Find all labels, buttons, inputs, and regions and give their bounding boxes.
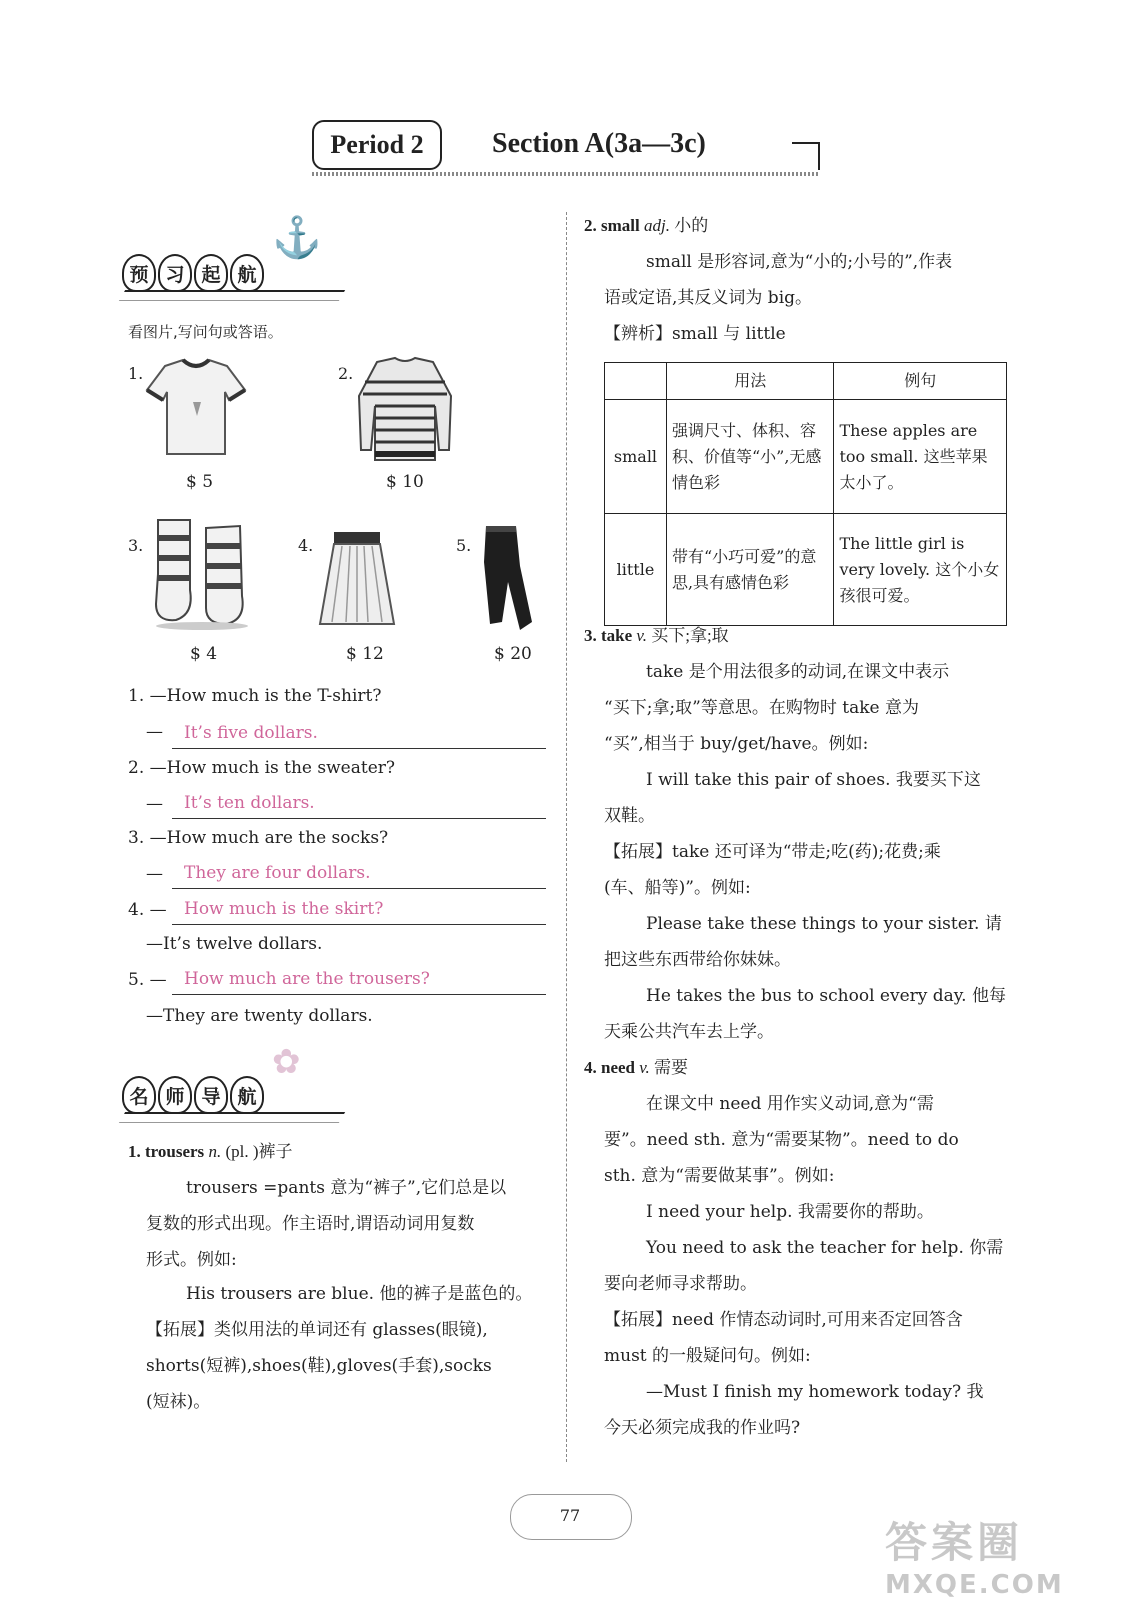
header-corner-decoration bbox=[792, 142, 820, 170]
small-little-table bbox=[604, 362, 1007, 626]
note-example: Please take these things to your sister. 请 bbox=[646, 914, 1002, 934]
note-example: I will take this pair of shoes. 我要买下这 bbox=[646, 770, 981, 790]
note-line: 语或定语,其反义词为 big。 bbox=[604, 288, 813, 308]
table-cell: 带有“小巧可爱”的意思,具有感情色彩 bbox=[666, 514, 834, 626]
item-price: $ 5 bbox=[186, 472, 214, 492]
note-line: must 的一般疑问句。例如: bbox=[604, 1346, 811, 1366]
note-meaning: 需要 bbox=[649, 1058, 689, 1077]
note-line: 把这些东西带给你妹妹。 bbox=[604, 950, 791, 970]
t-shirt-icon bbox=[145, 358, 247, 458]
answer-text: They are four dollars. bbox=[184, 863, 371, 883]
badge-underline bbox=[119, 1112, 345, 1123]
note-example: His trousers are blue. 他的裤子是蓝色的。 bbox=[186, 1284, 533, 1304]
answer-prefix: — bbox=[146, 864, 163, 884]
table-cell: 强调尺寸、体积、容积、价值等“小”,无感情色彩 bbox=[666, 400, 834, 514]
table-row bbox=[605, 514, 1007, 626]
answer-text: How much is the skirt? bbox=[184, 899, 384, 919]
trousers-icon bbox=[476, 522, 540, 634]
reply-5: —They are twenty dollars. bbox=[146, 1006, 373, 1026]
answer-blank-4 bbox=[172, 894, 546, 925]
item-number: 5. bbox=[456, 536, 472, 555]
item-number: 4. bbox=[298, 536, 314, 555]
table-header-cell bbox=[605, 363, 667, 400]
note-word: 2. small bbox=[584, 216, 640, 235]
period-label: Period 2 bbox=[312, 120, 442, 170]
note-line: “买下;拿;取”等意思。在购物时 take 意为 bbox=[604, 698, 919, 718]
table-cell: little bbox=[605, 514, 667, 626]
note-line: 要”。need sth. 意为“需要某物”。need to do bbox=[604, 1130, 959, 1150]
table-cell: small bbox=[605, 400, 667, 514]
note-example: —Must I finish my homework today? 我 bbox=[646, 1382, 984, 1402]
watermark-url: MXQE.COM bbox=[885, 1570, 1064, 1600]
note-line: shorts(短裤),shoes(鞋),gloves(手套),socks bbox=[146, 1356, 492, 1376]
note-example: You need to ask the teacher for help. 你需 bbox=[646, 1238, 1004, 1258]
item-number: 1. bbox=[128, 364, 144, 383]
note-heading-small bbox=[584, 208, 708, 244]
sweater-icon bbox=[355, 356, 455, 464]
item-price: $ 10 bbox=[386, 472, 424, 492]
reply-4: —It’s twelve dollars. bbox=[146, 934, 323, 954]
badge-char: 预 bbox=[122, 254, 156, 292]
note-line: 【拓展】类似用法的单词还有 glasses(眼镜), bbox=[146, 1320, 488, 1340]
guide-badge bbox=[122, 1042, 352, 1118]
preview-badge bbox=[122, 215, 352, 296]
note-example: He takes the bus to school every day. 他每 bbox=[646, 986, 1006, 1006]
answer-blank-3 bbox=[172, 858, 546, 889]
answer-prefix: — bbox=[146, 722, 163, 742]
note-line: 【拓展】need 作情态动词时,可用来否定回答含 bbox=[604, 1310, 963, 1330]
section-title: Section A(3a—3c) bbox=[492, 128, 706, 159]
table-header-cell: 用法 bbox=[666, 363, 834, 400]
note-word: 4. need bbox=[584, 1058, 635, 1077]
note-line: 天乘公共汽车去上学。 bbox=[604, 1022, 774, 1042]
page-number-text: 77 bbox=[559, 1506, 581, 1525]
page-header bbox=[312, 120, 820, 176]
note-meaning: 买下;拿;取 bbox=[646, 626, 729, 645]
note-line: small 是形容词,意为“小的;小号的”,作表 bbox=[646, 252, 953, 272]
note-heading-take bbox=[584, 618, 729, 654]
note-line: 要向老师寻求帮助。 bbox=[604, 1274, 757, 1294]
answer-blank-5 bbox=[172, 964, 546, 995]
answer-blank-1 bbox=[172, 718, 546, 749]
badge-underline bbox=[119, 290, 345, 301]
note-word: 1. trousers bbox=[128, 1142, 205, 1161]
badge-char: 名 bbox=[122, 1076, 156, 1114]
note-pos: n. bbox=[204, 1142, 222, 1161]
note-line: 双鞋。 bbox=[604, 806, 655, 826]
badge-char: 师 bbox=[158, 1076, 192, 1114]
watermark-text: 答案圈 bbox=[885, 1518, 1024, 1567]
note-line: 【辨析】small 与 little bbox=[604, 324, 786, 344]
item-number: 2. bbox=[338, 364, 354, 383]
question-3: 3. —How much are the socks? bbox=[128, 828, 389, 848]
column-divider bbox=[566, 212, 567, 1462]
note-line: take 是个用法很多的动词,在课文中表示 bbox=[646, 662, 950, 682]
header-rule bbox=[312, 172, 820, 176]
item-price: $ 12 bbox=[346, 644, 384, 664]
table-cell: These apples are too small. 这些苹果太小了。 bbox=[834, 400, 1007, 514]
item-price: $ 4 bbox=[190, 644, 218, 664]
badge-char: 习 bbox=[158, 254, 192, 292]
answer-text: It’s five dollars. bbox=[184, 723, 318, 743]
note-line: 在课文中 need 用作实义动词,意为“需 bbox=[646, 1094, 934, 1114]
note-meaning: (pl. )裤子 bbox=[221, 1142, 293, 1161]
note-line: 形式。例如: bbox=[146, 1250, 237, 1270]
socks-icon bbox=[150, 514, 254, 632]
note-meaning: 小的 bbox=[669, 216, 709, 235]
note-line: “买”,相当于 buy/get/have。例如: bbox=[604, 734, 869, 754]
note-pos: adj. bbox=[639, 216, 670, 235]
skirt-icon bbox=[316, 528, 398, 628]
note-heading-trousers bbox=[128, 1134, 292, 1170]
exercise-instruction: 看图片,写问句或答语。 bbox=[128, 323, 283, 341]
page-number bbox=[510, 1494, 630, 1538]
question-5-prefix: 5. — bbox=[128, 970, 167, 990]
note-word: 3. take bbox=[584, 626, 633, 645]
question-4-prefix: 4. — bbox=[128, 900, 167, 920]
note-line: sth. 意为“需要做某事”。例如: bbox=[604, 1166, 835, 1186]
note-pos: v. bbox=[632, 626, 647, 645]
answer-prefix: — bbox=[146, 794, 163, 814]
table-row bbox=[605, 400, 1007, 514]
note-line: 【拓展】take 还可译为“带走;吃(药);花费;乘 bbox=[604, 842, 941, 862]
table-cell: The little girl is very lovely. 这个小女孩很可爱。 bbox=[834, 514, 1007, 626]
question-2: 2. —How much is the sweater? bbox=[128, 758, 395, 778]
note-pos: v. bbox=[635, 1058, 650, 1077]
note-line: (短袜)。 bbox=[146, 1392, 211, 1412]
note-line: 今天必须完成我的作业吗? bbox=[604, 1418, 801, 1438]
table-header-row bbox=[605, 363, 1007, 400]
answer-text: How much are the trousers? bbox=[184, 969, 430, 989]
badge-char: 航 bbox=[230, 254, 264, 292]
answer-text: It’s ten dollars. bbox=[184, 793, 315, 813]
site-watermark bbox=[885, 1510, 1135, 1600]
note-line: (车、船等)”。例如: bbox=[604, 878, 751, 898]
anchor-icon: ⚓ bbox=[272, 215, 322, 261]
note-line: 复数的形式出现。作主语时,谓语动词用复数 bbox=[146, 1214, 475, 1234]
question-1: 1. —How much is the T-shirt? bbox=[128, 686, 382, 706]
item-number: 3. bbox=[128, 536, 144, 555]
badge-char: 导 bbox=[194, 1076, 228, 1114]
note-example: I need your help. 我需要你的帮助。 bbox=[646, 1202, 934, 1222]
item-price: $ 20 bbox=[494, 644, 532, 664]
table-header-cell: 例句 bbox=[834, 363, 1007, 400]
flower-icon: ✿ bbox=[272, 1042, 301, 1082]
answer-blank-2 bbox=[172, 788, 546, 819]
badge-char: 航 bbox=[230, 1076, 264, 1114]
note-heading-need bbox=[584, 1050, 688, 1086]
badge-char: 起 bbox=[194, 254, 228, 292]
note-line: trousers =pants 意为“裤子”,它们总是以 bbox=[186, 1178, 507, 1198]
